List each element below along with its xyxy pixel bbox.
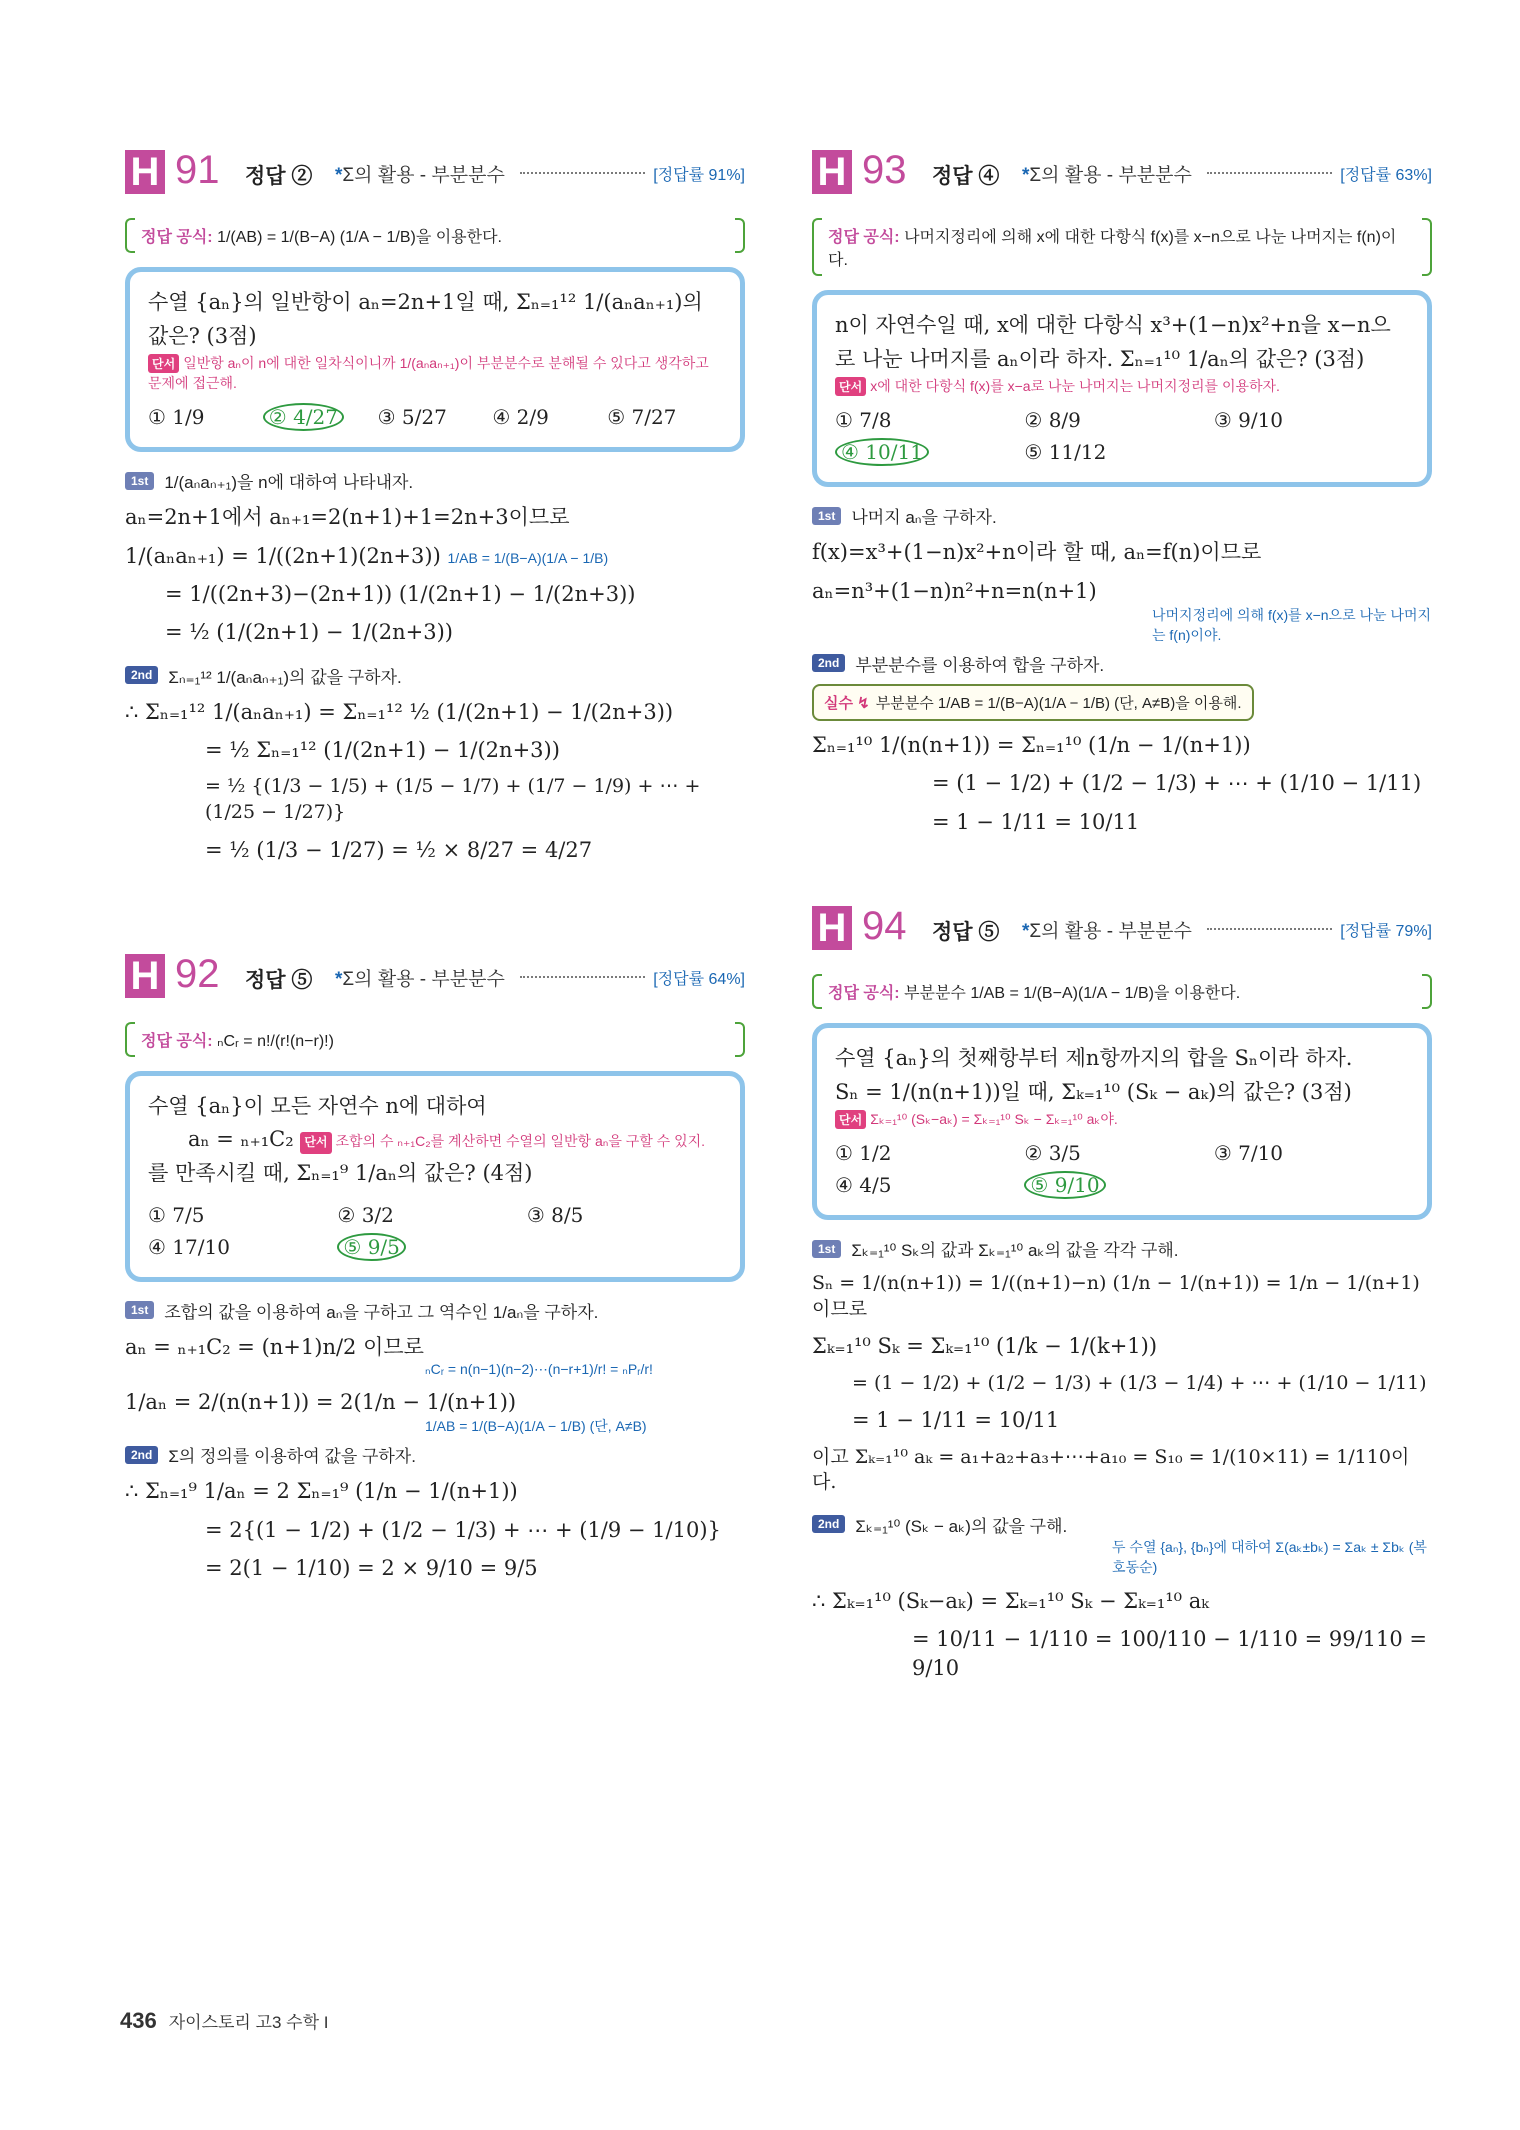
- h94-question-2: Sₙ = 1/(n(n+1))일 때, Σₖ₌₁¹⁰ (Sₖ − aₖ)의 값은? (3점): [835, 1079, 1352, 1104]
- h94-hint: [835, 1109, 1409, 1129]
- h93-line: f(x)=x³+(1−n)x²+n이라 할 때, aₙ=f(n)이므로: [812, 540, 1262, 565]
- choice-2[interactable]: ② 3/2: [337, 1202, 394, 1227]
- choice-text: ⑤ 9/5: [337, 1233, 405, 1261]
- hint-text: 조합의 수 ₙ₊₁C₂를 계산하면 수열의 일반항 aₙ을 구할 수 있지.: [335, 1133, 706, 1150]
- h94-line: Sₙ = 1/(n(n+1)) = 1/((n+1)−n) (1/n − 1/(n+1)) = 1/n − 1/(n+1)이므로: [812, 1272, 1420, 1320]
- h94-topic-text: Σ의 활용 - 부분분수: [1029, 920, 1192, 942]
- h92-step1: [125, 1298, 745, 1323]
- h91-problem-box: [125, 267, 745, 452]
- step-badge: 1st: [812, 1240, 841, 1258]
- h94-number: 94: [862, 903, 907, 948]
- h91-line: = ½ (1/(2n+1) − 1/(2n+3)): [165, 620, 453, 645]
- h92-answer: 정답 ⑤: [245, 968, 313, 992]
- step-text: Σ의 정의를 이용하여 값을 구하자.: [168, 1447, 416, 1467]
- choice-1[interactable]: ① 1/2: [835, 1141, 892, 1166]
- h91-line: [125, 542, 745, 570]
- choice-5[interactable]: ⑤ 7/27: [607, 405, 677, 430]
- h91-number: 91: [175, 148, 220, 192]
- formula-label: 정답 공식:: [141, 1032, 213, 1050]
- h93-line: = 1 − 1/11 = 10/11: [932, 809, 1140, 834]
- h92-line: ∴ Σₙ₌₁⁹ 1/aₙ = 2 Σₙ₌₁⁹ (1/n − 1/(n+1)): [125, 1479, 518, 1504]
- warning-label: 실수 ↯: [824, 694, 870, 712]
- formula-text: 부분분수 1/AB = 1/(B−A)(1/A − 1/B)을 이용한다.: [904, 984, 1241, 1002]
- star-icon: *: [335, 165, 343, 186]
- h93-hint: [835, 376, 1409, 396]
- book-title: 자이스토리 고3 수학 I: [168, 2013, 329, 2032]
- h92-rate: [정답률 64%]: [653, 970, 745, 988]
- h92-line: = 2{(1 − 1/2) + (1/2 − 1/3) + ⋯ + (1/9 − 1/10)}: [205, 1517, 721, 1542]
- h92-hint: [300, 1133, 705, 1149]
- h91-header: [125, 150, 745, 204]
- hint-label: 단서: [148, 354, 179, 373]
- h93-problem-box: [812, 290, 1432, 487]
- h94-rate: [정답률 79%]: [1340, 922, 1432, 940]
- choice-4[interactable]: ④ 2/9: [492, 405, 549, 430]
- step-text: 1/(aₙaₙ₊₁)을 n에 대하여 나타내자.: [164, 473, 414, 493]
- h94-line: ∴ Σₖ₌₁¹⁰ (Sₖ−aₖ) = Σₖ₌₁¹⁰ Sₖ − Σₖ₌₁¹⁰ aₖ: [812, 1588, 1209, 1613]
- h93-answer: 정답 ④: [932, 165, 1000, 188]
- h91-rate: [정답률 91%]: [653, 167, 745, 184]
- h94-header: [812, 903, 1432, 960]
- h93-step1: [812, 503, 1432, 528]
- hint-text: Σₖ₌₁¹⁰ (Sₖ−aₖ) = Σₖ₌₁¹⁰ Sₖ − Σₖ₌₁¹⁰ aₖ야.: [870, 1111, 1118, 1128]
- formula-label: 정답 공식:: [828, 229, 900, 246]
- choice-5-correct[interactable]: [337, 1231, 526, 1263]
- h94-line: Σₖ₌₁¹⁰ Sₖ = Σₖ₌₁¹⁰ (1/k − 1/(k+1)): [812, 1334, 1158, 1359]
- choice-2-correct[interactable]: [263, 401, 378, 433]
- h92-question-2: [148, 1123, 722, 1157]
- h92-note: 1/AB = 1/(B−A)(1/A − 1/B) (단, A≠B): [425, 1418, 647, 1435]
- h93-formula: [812, 218, 1432, 276]
- step-badge: 2nd: [812, 1515, 845, 1533]
- h94-line: = 10/11 − 1/110 = 100/110 − 1/110 = 99/110 = 9/10: [912, 1627, 1428, 1680]
- h92-choices: [148, 1199, 722, 1263]
- h92-topic: [335, 964, 505, 991]
- step-badge: 1st: [125, 472, 154, 490]
- choice-2[interactable]: ② 3/5: [1024, 1141, 1081, 1166]
- h92-badge: H: [125, 954, 165, 998]
- h93-topic-text: Σ의 활용 - 부분분수: [1029, 165, 1192, 186]
- divider: [520, 976, 645, 978]
- h94-note: 두 수열 {aₙ}, {bₙ}에 대하여 Σ(aₖ±bₖ) = Σaₖ ± Σbₖ (복호동순): [1112, 1538, 1427, 1575]
- h91-topic: [335, 160, 505, 187]
- choice-3[interactable]: ③ 7/10: [1213, 1141, 1284, 1166]
- h92-problem-box: [125, 1071, 745, 1282]
- h91-step2: [125, 663, 745, 688]
- formula-text: 나머지정리에 의해 x에 대한 다항식 f(x)를 x−n으로 나눈 나머지는 f(n)이다.: [828, 229, 1397, 269]
- step-text: 부분분수를 이용하여 합을 구하자.: [855, 655, 1105, 675]
- math-text: aₙ = ₙ₊₁C₂: [188, 1127, 294, 1152]
- h92-question-1: 수열 {aₙ}이 모든 자연수 n에 대하여: [148, 1093, 487, 1118]
- h92-line: 1/aₙ = 2/(n(n+1)) = 2(1/n − 1/(n+1)): [125, 1390, 517, 1414]
- star-icon: *: [1022, 920, 1030, 942]
- step-text: Σₖ₌₁¹⁰ (Sₖ − aₖ)의 값을 구해.: [855, 1516, 1068, 1536]
- h91-answer: 정답 ②: [245, 165, 313, 188]
- h93-note: 나머지정리에 의해 f(x)를 x−n으로 나눈 나머지는 f(n)이야.: [1152, 606, 1432, 643]
- choice-4[interactable]: ④ 17/10: [148, 1234, 230, 1259]
- h93-line: Σₙ₌₁¹⁰ 1/(n(n+1)) = Σₙ₌₁¹⁰ (1/n − 1/(n+1)): [812, 732, 1251, 757]
- page-number: 436: [120, 2008, 157, 2033]
- h91-line: = 1/((2n+3)−(2n+1)) (1/(2n+1) − 1/(2n+3)): [165, 581, 636, 606]
- h93-line: = (1 − 1/2) + (1/2 − 1/3) + ⋯ + (1/10 − 1/11): [932, 771, 1422, 796]
- hint-text: 일반항 aₙ이 n에 대한 일차식이니까 1/(aₙaₙ₊₁)이 부분분수로 분해될 수 있다고 생각하고 문제에 접근해.: [148, 355, 709, 392]
- h92-question-3: 를 만족시킬 때, Σₙ₌₁⁹ 1/aₙ의 값은? (4점): [148, 1161, 533, 1186]
- page-footer: [120, 2008, 328, 2034]
- h93-topic: [1022, 160, 1192, 187]
- hint-label: 단서: [300, 1132, 331, 1153]
- h94-choices: [835, 1137, 1409, 1201]
- choice-1[interactable]: ① 7/5: [148, 1202, 205, 1227]
- h91-line: = ½ Σₙ₌₁¹² (1/(2n+1) − 1/(2n+3)): [205, 737, 560, 762]
- hint-label: 단서: [835, 1110, 866, 1129]
- h94-line: 이고 Σₖ₌₁¹⁰ aₖ = a₁+a₂+a₃+⋯+a₁₀ = S₁₀ = 1/(10×11) = 1/110이다.: [812, 1445, 1410, 1494]
- math-text: 1/(aₙaₙ₊₁) = 1/((2n+1)(2n+3)): [125, 543, 441, 568]
- h93-badge: H: [812, 150, 852, 194]
- h94-line: = (1 − 1/2) + (1/2 − 1/3) + (1/3 − 1/4) + ⋯ + (1/10 − 1/11): [852, 1371, 1427, 1394]
- choice-4-correct[interactable]: [835, 436, 1024, 468]
- star-icon: *: [335, 968, 343, 990]
- choice-3[interactable]: ③ 9/10: [1213, 408, 1284, 433]
- hint-label: 단서: [835, 377, 866, 396]
- choice-1[interactable]: ① 1/9: [148, 405, 205, 430]
- h94-formula: [812, 974, 1432, 1009]
- step-text: 조합의 값을 이용하여 aₙ을 구하고 그 역수인 1/aₙ을 구하자.: [164, 1302, 599, 1322]
- star-icon: *: [1022, 165, 1030, 186]
- step-badge: 2nd: [812, 654, 845, 672]
- h93-warning: [812, 684, 1254, 721]
- h91-line: = ½ {(1/3 − 1/5) + (1/5 − 1/7) + (1/7 − 1/9) + ⋯ + (1/25 − 1/27)}: [205, 775, 701, 823]
- h92-line: aₙ = ₙ₊₁C₂ = (n+1)n/2 이므로: [125, 1334, 424, 1359]
- divider: [520, 172, 645, 174]
- step-badge: 1st: [125, 1301, 154, 1319]
- h91-hint: [148, 353, 722, 393]
- h92-header: [125, 951, 745, 1008]
- formula-label: 정답 공식:: [828, 984, 900, 1002]
- h94-question-1: 수열 {aₙ}의 첫째항부터 제n항까지의 합을 Sₙ이라 하자.: [835, 1045, 1353, 1070]
- choice-text: ⑤ 9/10: [1024, 1171, 1105, 1199]
- h91-line: aₙ=2n+1에서 aₙ₊₁=2(n+1)+1=2n+3이므로: [125, 505, 570, 530]
- h93-choices: [835, 404, 1409, 468]
- choice-3[interactable]: ③ 5/27: [377, 405, 447, 430]
- choice-1[interactable]: ① 7/8: [835, 408, 892, 433]
- h92-topic-text: Σ의 활용 - 부분분수: [342, 968, 505, 990]
- h91-question: 수열 {aₙ}의 일반항이 aₙ=2n+1일 때, Σₙ₌₁¹² 1/(aₙaₙ₊₁)의 값은? (3점): [148, 290, 703, 348]
- h91-step1: [125, 468, 745, 493]
- h94-step2: [812, 1512, 1432, 1537]
- h91-choices: [148, 401, 722, 433]
- warning-text: 부분분수 1/AB = 1/(B−A)(1/A − 1/B) (단, A≠B)을 이용해.: [875, 694, 1242, 712]
- h93-number: 93: [862, 148, 907, 192]
- h94-problem-box: [812, 1023, 1432, 1220]
- h91-badge: H: [125, 150, 165, 194]
- h92-number: 92: [175, 951, 220, 996]
- step-badge: 2nd: [125, 1446, 158, 1464]
- h93-question: n이 자연수일 때, x에 대한 다항식 x³+(1−n)x²+n을 x−n으로 나눈 나머지를 aₙ이라 하자. Σₙ₌₁¹⁰ 1/aₙ의 값은? (3점): [835, 313, 1391, 371]
- h94-line: = 1 − 1/11 = 10/11: [852, 1408, 1060, 1433]
- h91-line: = ½ (1/3 − 1/27) = ½ × 8/27 = 4/27: [205, 837, 593, 862]
- h92-step2: [125, 1442, 745, 1467]
- choice-5-correct[interactable]: [1024, 1169, 1213, 1201]
- h91-line: ∴ Σₙ₌₁¹² 1/(aₙaₙ₊₁) = Σₙ₌₁¹² ½ (1/(2n+1) − 1/(2n+3)): [125, 699, 674, 724]
- h94-badge: H: [812, 906, 852, 950]
- formula-text: 1/(AB) = 1/(B−A) (1/A − 1/B)을 이용한다.: [217, 229, 502, 246]
- choice-4[interactable]: ④ 4/5: [835, 1173, 892, 1198]
- choice-5[interactable]: ⑤ 11/12: [1024, 440, 1107, 465]
- hint-text: x에 대한 다항식 f(x)를 x−a로 나눈 나머지는 나머지정리를 이용하자.: [870, 378, 1280, 395]
- h94-step1: [812, 1236, 1432, 1261]
- h93-rate: [정답률 63%]: [1340, 167, 1432, 184]
- step-text: Σₖ₌₁¹⁰ Sₖ의 값과 Σₖ₌₁¹⁰ aₖ의 값을 각각 구해.: [851, 1241, 1179, 1261]
- formula-text: ₙCᵣ = n!/(r!(n−r)!): [217, 1032, 334, 1050]
- step-badge: 2nd: [125, 666, 158, 684]
- h94-answer: 정답 ⑤: [932, 920, 1000, 944]
- left-column: [125, 150, 745, 1582]
- choice-text: ④ 10/11: [835, 438, 929, 466]
- h92-line: = 2(1 − 1/10) = 2 × 9/10 = 9/5: [205, 1556, 538, 1581]
- choice-2[interactable]: ② 8/9: [1024, 408, 1081, 433]
- h93-step2: [812, 651, 1432, 676]
- step-text: Σₙ₌₁¹² 1/(aₙaₙ₊₁)의 값을 구하자.: [168, 667, 402, 687]
- step-text: 나머지 aₙ을 구하자.: [851, 508, 997, 528]
- divider: [1207, 172, 1332, 174]
- h92-note: ₙCᵣ = n(n−1)(n−2)⋯(n−r+1)/r! = ₙPᵣ/r!: [425, 1361, 653, 1377]
- h93-line: aₙ=n³+(1−n)n²+n=n(n+1): [812, 578, 1097, 603]
- h93-header: [812, 150, 1432, 204]
- h91-topic-text: Σ의 활용 - 부분분수: [342, 165, 505, 186]
- choice-3[interactable]: ③ 8/5: [526, 1202, 584, 1227]
- choice-text: ② 4/27: [263, 403, 344, 431]
- h91-note: 1/AB = 1/(B−A)(1/A − 1/B): [447, 549, 609, 566]
- h94-topic: [1022, 916, 1192, 943]
- right-column: [812, 150, 1432, 1682]
- h92-formula: [125, 1022, 745, 1057]
- step-badge: 1st: [812, 507, 841, 525]
- divider: [1207, 928, 1332, 930]
- formula-label: 정답 공식:: [141, 229, 213, 246]
- h91-formula: [125, 218, 745, 253]
